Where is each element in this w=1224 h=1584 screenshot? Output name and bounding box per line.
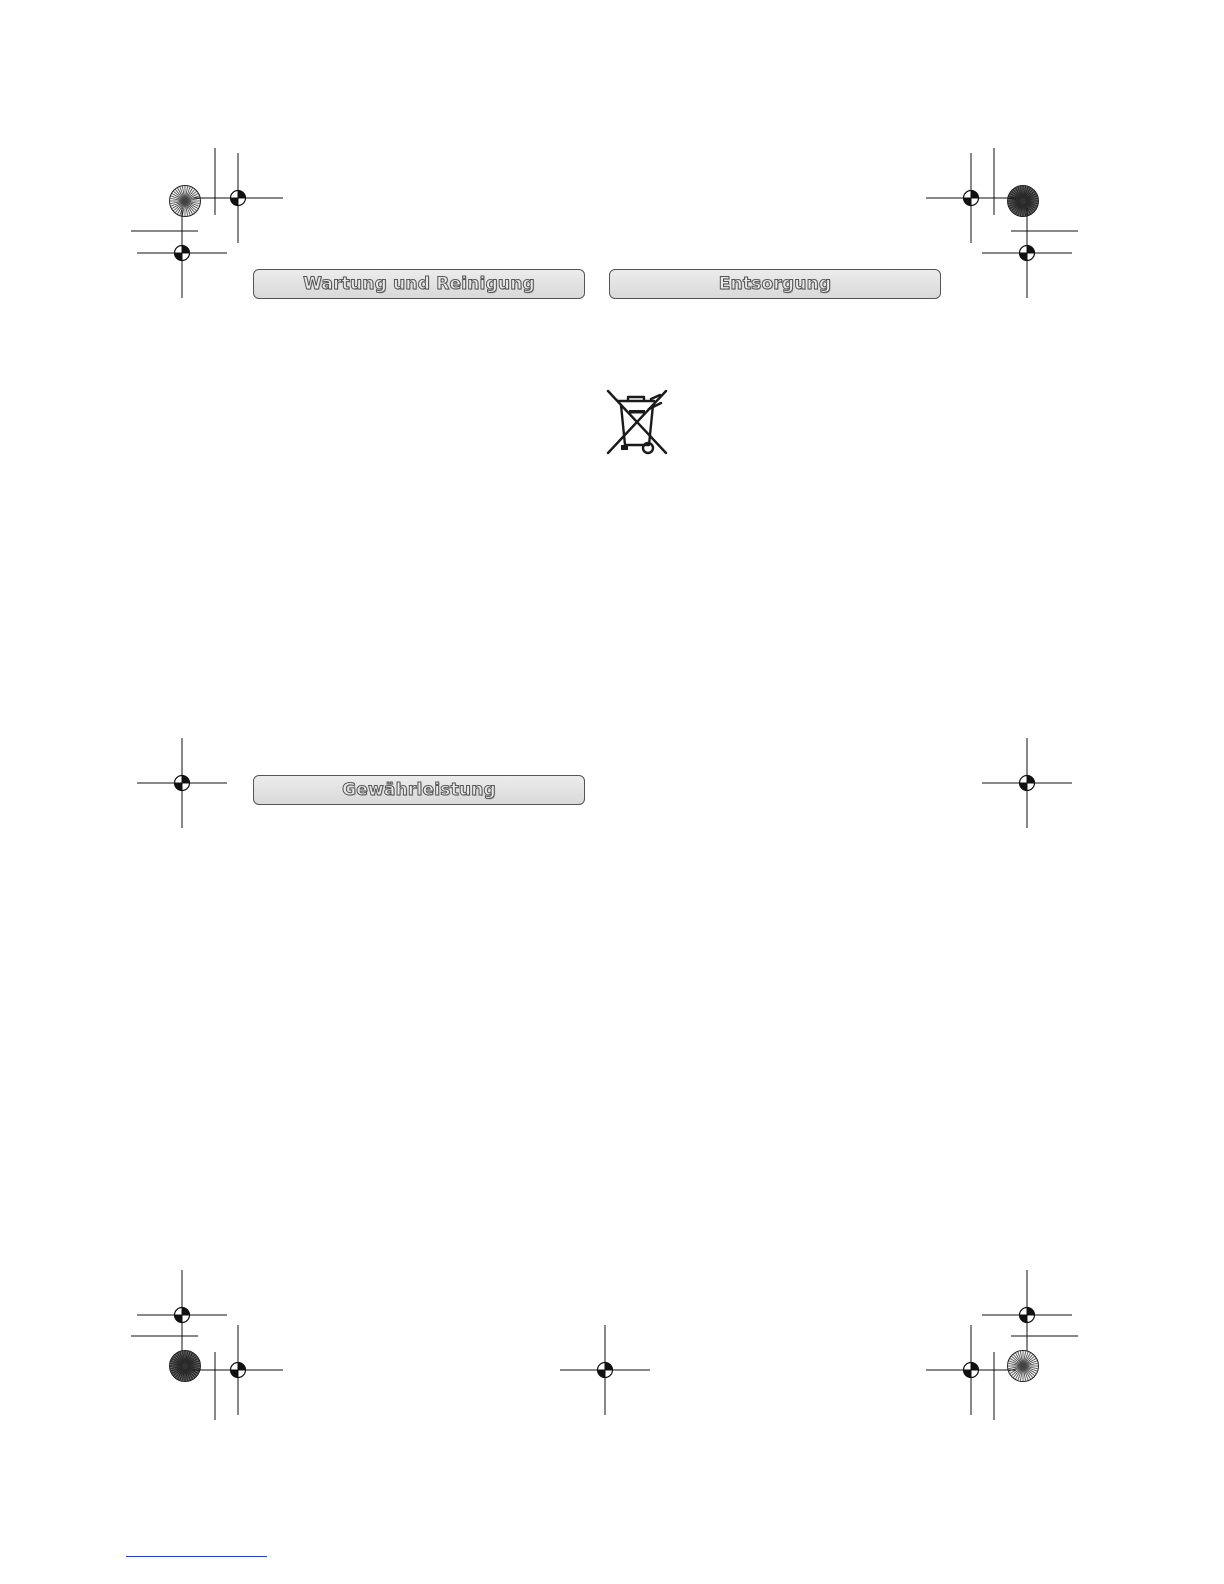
starburst-target-icon <box>170 1351 201 1382</box>
section-title-disposal: Entsorgung <box>718 274 832 294</box>
footer-rule <box>126 1556 267 1557</box>
registration-crosshair-icon <box>982 208 1072 298</box>
starburst-target-icon <box>170 186 201 217</box>
registration-crosshair-icon <box>926 153 1016 243</box>
section-title-warranty: Gewährleistung <box>342 780 496 800</box>
registration-crosshair-icon <box>926 1325 1016 1415</box>
registration-crosshair-icon <box>137 208 227 298</box>
section-title-maintenance: Wartung und Reinigung <box>303 274 535 294</box>
registration-crosshair-icon <box>982 738 1072 828</box>
section-header-warranty <box>253 775 585 805</box>
starburst-target-icon <box>1008 186 1039 217</box>
registration-crosshair-icon <box>193 1325 283 1415</box>
section-header-maintenance <box>253 269 585 299</box>
registration-crosshair-icon <box>137 738 227 828</box>
starburst-target-icon <box>1008 1351 1039 1382</box>
section-header-disposal <box>609 269 941 299</box>
crossed-out-wheelie-bin-icon <box>604 387 670 457</box>
registration-crosshair-icon <box>560 1325 650 1415</box>
registration-crosshair-icon <box>137 1270 227 1360</box>
registration-crosshair-icon <box>193 153 283 243</box>
registration-crosshair-icon <box>982 1270 1072 1360</box>
